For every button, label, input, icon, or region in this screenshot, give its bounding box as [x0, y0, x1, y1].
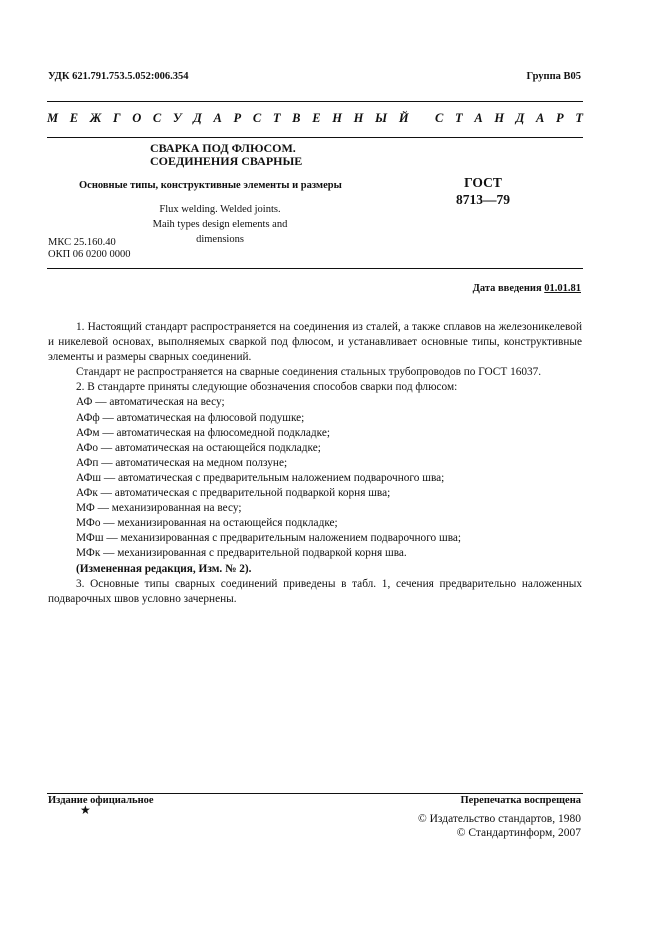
- classification-codes: [48, 237, 131, 261]
- gost-number: 8713—79: [456, 192, 510, 207]
- document-title: [150, 142, 302, 168]
- heading-letter: А: [213, 111, 222, 125]
- english-title-line-1: Flux welding. Welded joints.: [159, 204, 281, 215]
- heading-letter: В: [292, 111, 301, 125]
- heading-letter: С: [435, 111, 444, 125]
- heading-letter: Й: [398, 111, 409, 125]
- official-edition-label: Издание официальное: [48, 795, 154, 806]
- header-rule-bottom: [47, 137, 583, 138]
- group-code: Группа В05: [526, 71, 581, 82]
- heading-letter: Т: [575, 111, 583, 125]
- list-item: АФф — автоматическая на флюсовой подушке;: [76, 411, 305, 424]
- heading-letter: Т: [455, 111, 463, 125]
- paragraph-2: Стандарт не распространяется на сварные соединения стальных трубопроводов по ГОСТ 16037.: [76, 366, 542, 379]
- heading-word-gap: [420, 111, 423, 126]
- heading-letter: Е: [312, 111, 321, 125]
- heading-letter: Н: [332, 111, 342, 125]
- list-item: МФ — механизированная на весу;: [76, 502, 242, 515]
- list-item: АФп — автоматическая на медном ползуне;: [76, 456, 288, 469]
- copyright-block: [418, 813, 581, 840]
- copyright-line-1: © Издательство стандартов, 1980: [417, 813, 581, 825]
- date-label: Дата введения: [472, 283, 542, 294]
- heading-letter: Н: [494, 111, 505, 125]
- heading-letter: Н: [353, 111, 364, 125]
- heading-letter: А: [535, 111, 545, 125]
- english-title: [140, 202, 300, 247]
- paragraph-4: 3. Основные типы сварных соединений приведены в табл. 1, сечения предварительно наложенных подварочных швов условно зачернены.: [48, 577, 582, 605]
- heading-letter: С: [152, 111, 162, 125]
- star-icon: ★: [80, 803, 91, 817]
- heading-letter: О: [132, 111, 142, 125]
- introduction-date: [473, 283, 581, 294]
- section-rule: [47, 268, 583, 269]
- title-line-2: СОЕДИНЕНИЯ СВАРНЫЕ: [150, 154, 303, 168]
- list-item: АФк — автоматическая с предварительной подваркой корня шва;: [76, 487, 391, 500]
- gost-label: ГОСТ: [464, 175, 502, 190]
- copyright-line-2: © Стандартинформ, 2007: [456, 826, 581, 839]
- list-item: МФк — механизированная с предварительной подваркой корня шва.: [76, 547, 407, 560]
- heading-letter: Е: [69, 111, 79, 125]
- english-title-line-2: Maih types design elements and dimensions: [152, 219, 288, 245]
- paragraph-1: 1. Настоящий стандарт распространяется на соединения из сталей, а также сплавов на железоникелевой и никелевой основах, выполняемых сваркой под флюсом, и устанавливает основные типы, конструктивные элементы и размеры сварных соединений.: [48, 321, 582, 364]
- heading-letter: Р: [233, 111, 242, 125]
- heading-letter: Т: [272, 111, 281, 125]
- interstate-standard-heading: [47, 111, 583, 126]
- designation-list: [48, 395, 582, 561]
- heading-letter: Д: [515, 111, 525, 125]
- heading-letter: Р: [556, 111, 564, 125]
- heading-letter: Г: [112, 111, 121, 125]
- list-item: АФо — автоматическая на остающейся подкладке;: [76, 441, 321, 454]
- list-item: АФ — автоматическая на весу;: [76, 396, 225, 409]
- heading-letter: Д: [193, 111, 202, 125]
- title-line-1: СВАРКА ПОД ФЛЮСОМ.: [150, 141, 296, 155]
- list-item: АФм — автоматическая на флюсомедной подкладке;: [76, 426, 331, 439]
- heading-letter: Ы: [375, 111, 388, 125]
- document-subtitle: Основные типы, конструктивные элементы и размеры: [79, 180, 342, 191]
- heading-letter: А: [474, 111, 483, 125]
- footer-rule: [47, 793, 583, 794]
- header-rule-top: [47, 101, 583, 102]
- list-item: АФш — автоматическая с предварительным наложением подварочного шва;: [76, 471, 445, 484]
- list-item: МФш — механизированная с предварительным наложением подварочного шва;: [76, 532, 462, 545]
- heading-letter: У: [172, 111, 182, 125]
- heading-letter: С: [252, 111, 262, 125]
- paragraph-3: 2. В стандарте приняты следующие обозначения способов сварки под флюсом:: [76, 381, 458, 394]
- udk-code: УДК 621.791.753.5.052:006.354: [48, 71, 189, 82]
- heading-letter: М: [47, 111, 59, 125]
- mks-code: МКС 25.160.40: [48, 237, 116, 248]
- reprint-prohibited-label: Перепечатка воспрещена: [460, 795, 581, 806]
- date-value: 01.01.81: [544, 283, 581, 294]
- okp-code: ОКП 06 0200 0000: [48, 249, 131, 260]
- document-body: [48, 320, 582, 607]
- gost-designation: [441, 174, 525, 208]
- list-item: МФо — механизированная на остающейся подкладке;: [76, 517, 338, 530]
- heading-letter: Ж: [89, 111, 102, 125]
- revision-note: (Измененная редакция, Изм. № 2).: [76, 562, 252, 575]
